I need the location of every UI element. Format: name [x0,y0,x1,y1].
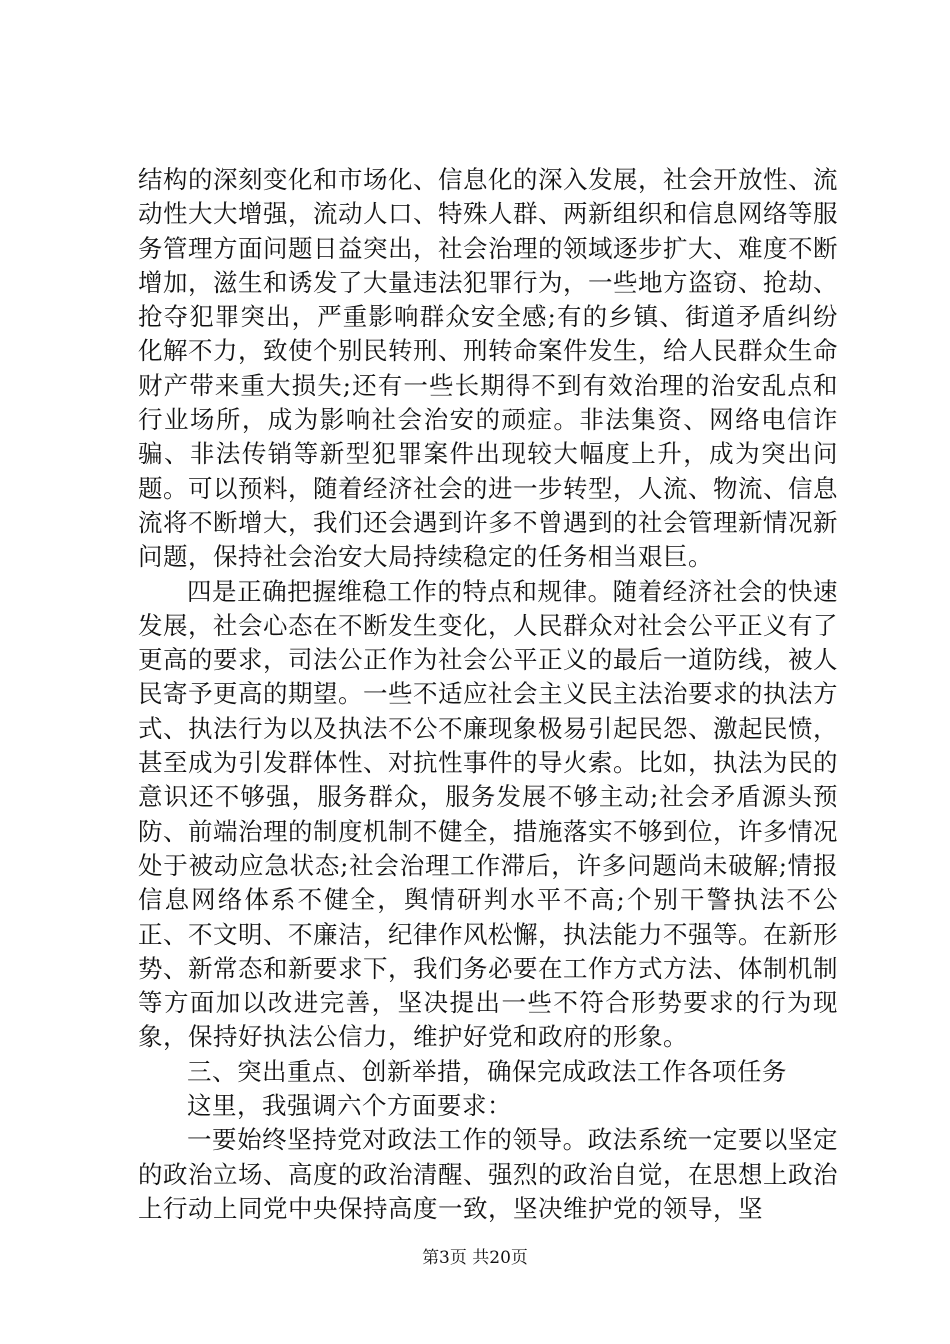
page-number-footer: 第3页 共20页 [422,1248,528,1268]
paragraph-continuation: 结构的深刻变化和市场化、信息化的深入发展，社会开放性、流动性大大增强，流动人口、特殊人群、两新组织和信息网络等服务管理方面问题日益突出，社会治理的领域逐步扩大、难度不断增加，滋生和诱发了大量违法犯罪行为，一些地方盗窃、抢劫、抢夺犯罪突出，严重影响群众安全感;有的乡镇、街道矛盾纠纷化解不力，致使个别民转刑、刑转命案件发生，给人民群众生命财产带来重大损失;还有一些长期得不到有效治理的治安乱点和行业场所，成为影响社会治安的顽症。非法集资、网络电信诈骗、非法传销等新型犯罪案件出现较大幅度上升，成为突出问题。可以预料，随着经济社会的进一步转型，人流、物流、信息流将不断增大，我们还会遇到许多不曾遇到的社会管理新情况新问题，保持社会治安大局持续稳定的任务相当艰巨。 [138,165,838,572]
paragraph-intro-six-requirements: 这里，我强调六个方面要求： [187,1091,512,1121]
paragraph-requirement-one: 一要始终坚持党对政法工作的领导。政法系统一定要以坚定的政治立场、高度的政治清醒、强烈的政治自觉，在思想上政治上行动上同党中央保持高度一致，坚决维护党的领导，坚 [138,1125,838,1223]
section-heading-three: 三、突出重点、创新举措，确保完成政法工作各项任务 [187,1056,787,1086]
body-text [138,163,838,1226]
paragraph-point-four: 四是正确把握维稳工作的特点和规律。随着经济社会的快速发展，社会心态在不断发生变化，人民群众对社会公平正义有了更高的要求，司法公正作为社会公平正义的最后一道防线，被人民寄予更高的期望。一些不适应社会主义民主法治要求的执法方式、执法行为以及执法不公不廉现象极易引起民怨、激起民愤，甚至成为引发群体性、对抗性事件的导火索。比如，执法为民的意识还不够强，服务群众，服务发展不够主动;社会矛盾源头预防、前端治理的制度机制不健全，措施落实不够到位，许多情况处于被动应急状态;社会治理工作滞后，许多问题尚未破解;情报信息网络体系不健全，舆情研判水平不高;个别干警执法不公正、不文明、不廉洁，纪律作风松懈，执法能力不强等。在新形势、新常态和新要求下，我们务必要在工作方式方法、体制机制等方面加以改进完善，坚决提出一些不符合形势要求的行为现象，保持好执法公信力，维护好党和政府的形象。 [138,576,838,1052]
